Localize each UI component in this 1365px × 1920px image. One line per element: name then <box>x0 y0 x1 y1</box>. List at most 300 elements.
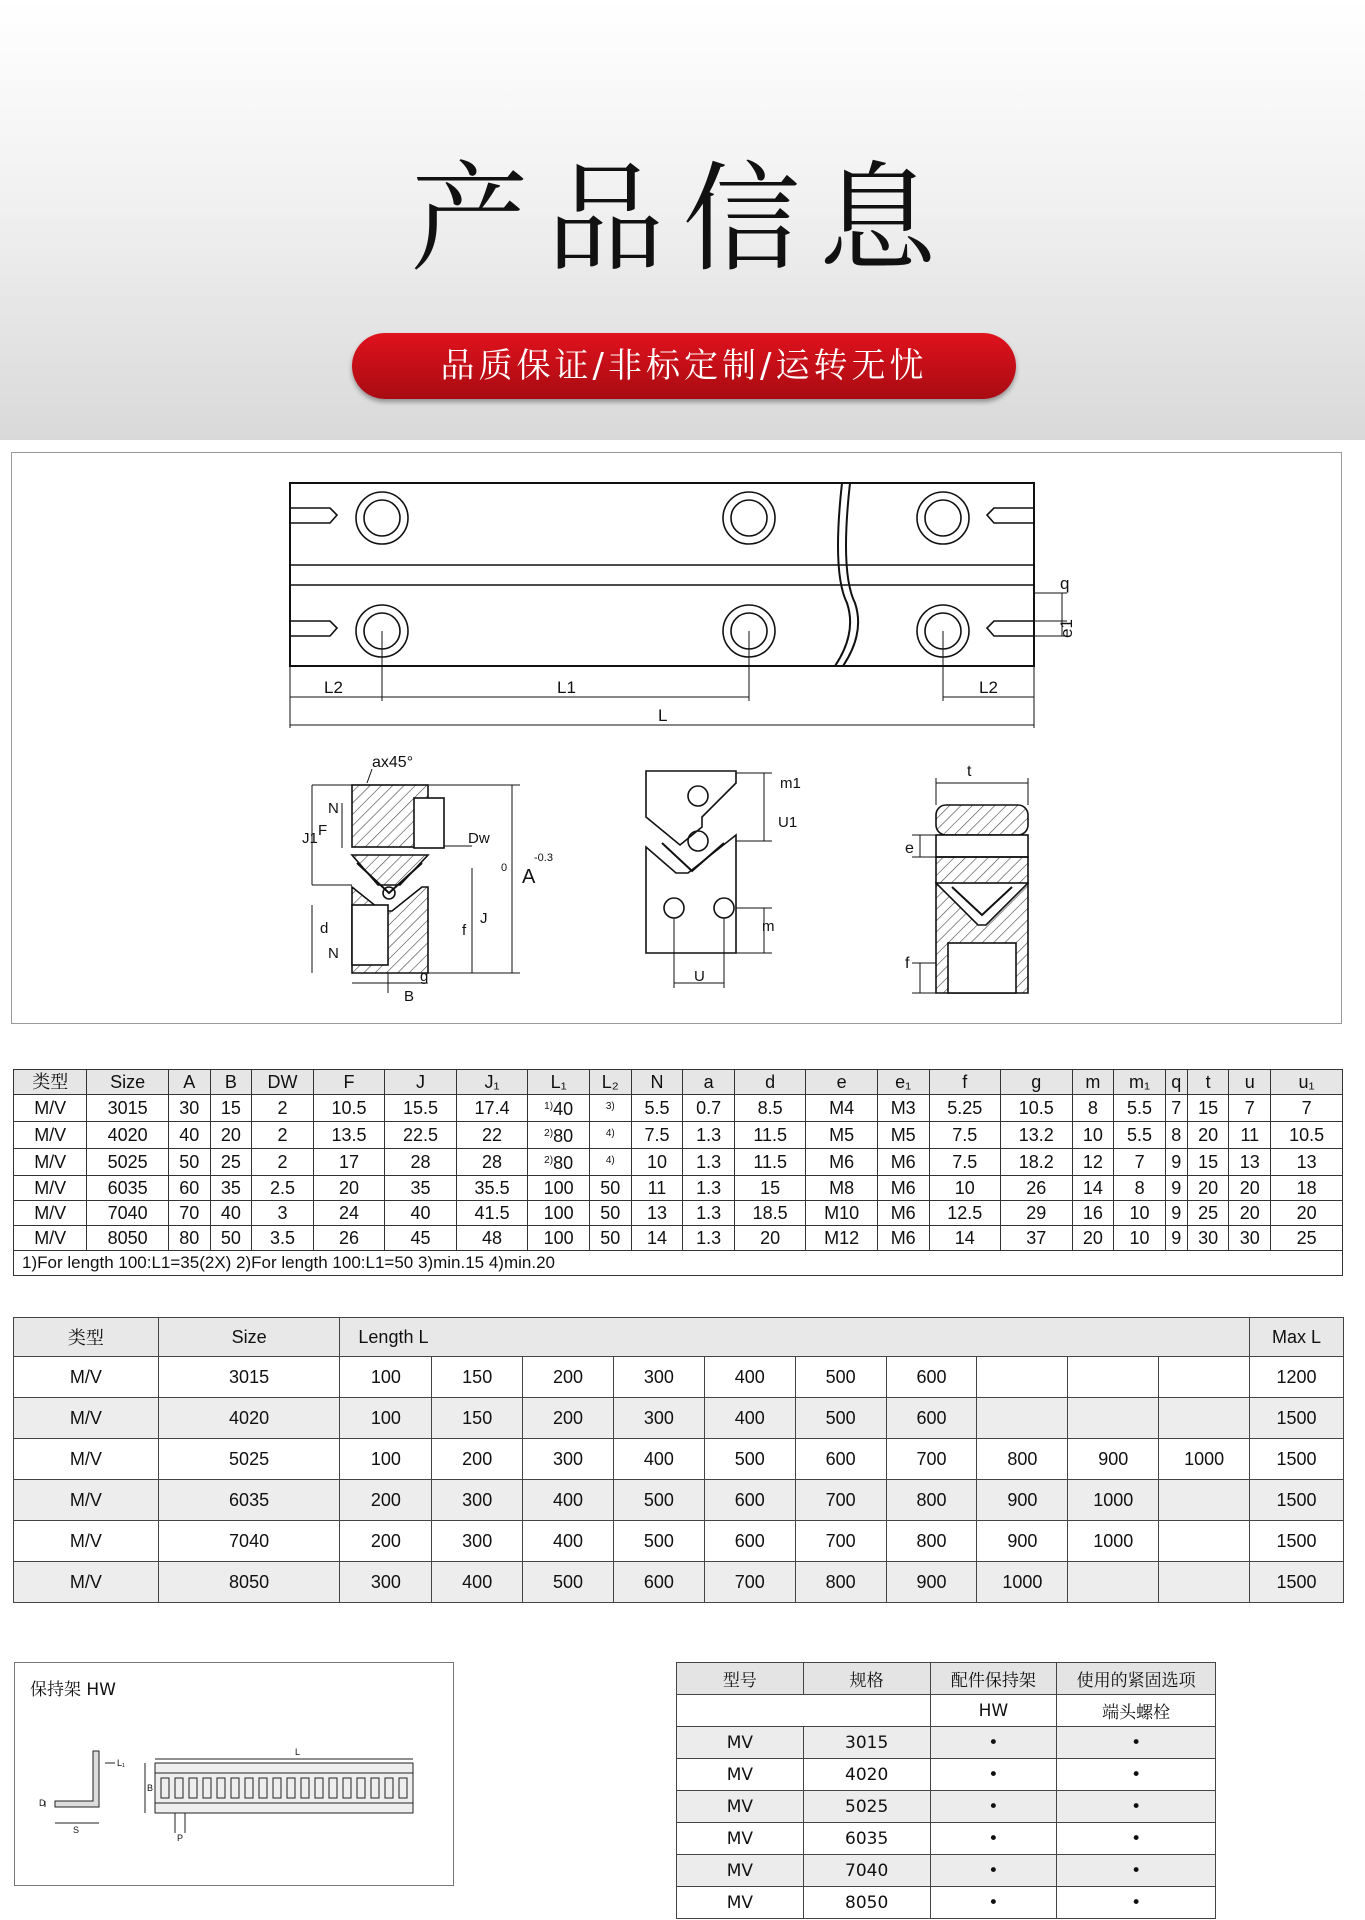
cell-value: 50 <box>600 1228 621 1248</box>
table-cell-f: 5.25 <box>929 1095 1001 1122</box>
table-cell-l1 <box>528 1201 590 1226</box>
col-header: a <box>683 1070 735 1095</box>
table-cell-q: 9 <box>1165 1176 1187 1201</box>
col-header-retainer: 配件保持架 <box>930 1663 1057 1695</box>
label-J1: J1 <box>302 830 318 847</box>
label-e1: e1 <box>1057 619 1076 638</box>
table-row <box>677 1791 1216 1823</box>
table-cell-l2 <box>589 1226 631 1251</box>
table-cell-length: 1000 <box>1068 1521 1159 1562</box>
drawing-svg <box>12 453 1341 1023</box>
table-cell-a: 60 <box>168 1176 210 1201</box>
col-header: m₁ <box>1114 1070 1166 1095</box>
table-row <box>14 1521 1344 1562</box>
table-cell-bolt: • <box>1057 1759 1216 1791</box>
footnote-marker: 1) <box>544 1101 554 1112</box>
table-cell-q: 9 <box>1165 1226 1187 1251</box>
label-g: g <box>420 968 429 985</box>
table-cell-length: 900 <box>977 1521 1068 1562</box>
table-cell-type: M/V <box>14 1398 159 1439</box>
table-cell-l1 <box>528 1176 590 1201</box>
table-cell-l2 <box>589 1095 631 1122</box>
table-cell-length: 400 <box>704 1357 795 1398</box>
table-cell-max: 1500 <box>1250 1562 1344 1603</box>
table-cell-f: 7.5 <box>929 1122 1001 1149</box>
footnote-marker: 2) <box>544 1155 554 1166</box>
table-cell-size: 7040 <box>158 1521 340 1562</box>
table-cell-bolt: • <box>1057 1727 1216 1759</box>
col-header: J <box>385 1070 457 1095</box>
table-cell-g: 18.2 <box>1001 1149 1073 1176</box>
label-e: e <box>905 840 914 857</box>
table-cell-b: 25 <box>210 1149 252 1176</box>
end-view-middle <box>646 771 772 988</box>
dimension-table <box>13 1069 1343 1276</box>
table-cell-t: 25 <box>1187 1201 1229 1226</box>
table-row <box>14 1480 1344 1521</box>
table-cell-size: 3015 <box>803 1727 930 1759</box>
table-cell-j1: 28 <box>456 1149 528 1176</box>
table-cell-u: 20 <box>1229 1176 1271 1201</box>
table-cell-length: 400 <box>523 1480 614 1521</box>
label-Dw: Dw <box>468 830 490 847</box>
table-cell-size: 4020 <box>803 1759 930 1791</box>
table-cell-type: M/V <box>14 1439 159 1480</box>
col-header: DW <box>252 1070 314 1095</box>
header-section <box>0 0 1365 440</box>
table-cell-size: 8050 <box>158 1562 340 1603</box>
table-cell-j: 40 <box>385 1201 457 1226</box>
accessory-table-subheader <box>677 1695 1216 1727</box>
table-cell-n: 14 <box>631 1226 683 1251</box>
table-cell-t: 20 <box>1187 1122 1229 1149</box>
table-cell-m1: 10 <box>1114 1226 1166 1251</box>
col-header: g <box>1001 1070 1073 1095</box>
retainer-label-L1: L₁ <box>117 1758 126 1768</box>
label-d: d <box>320 920 329 937</box>
table-cell-length <box>1068 1357 1159 1398</box>
table-cell-m: 12 <box>1072 1149 1114 1176</box>
length-table <box>13 1317 1344 1603</box>
table-cell-type: M/V <box>14 1521 159 1562</box>
table-cell-l1 <box>528 1149 590 1176</box>
table-cell-b: 15 <box>210 1095 252 1122</box>
accessory-table-header <box>677 1663 1216 1695</box>
table-row <box>677 1727 1216 1759</box>
label-A-tol-bottom: -0.3 <box>534 852 553 864</box>
table-cell-d: 18.5 <box>734 1201 806 1226</box>
table-cell-type: M/V <box>14 1122 87 1149</box>
table-cell-l2 <box>589 1122 631 1149</box>
table-cell-e: M5 <box>806 1122 877 1149</box>
col-header: B <box>210 1070 252 1095</box>
table-cell-size: 6035 <box>87 1176 168 1201</box>
table-cell-dw: 2 <box>252 1122 314 1149</box>
table-cell-type: M/V <box>14 1226 87 1251</box>
table-row <box>14 1149 1343 1176</box>
col-header: J₁ <box>456 1070 528 1095</box>
table-cell-type: M/V <box>14 1357 159 1398</box>
table-cell-l1 <box>528 1122 590 1149</box>
table-cell-j: 35 <box>385 1176 457 1201</box>
table-cell-length: 1000 <box>977 1562 1068 1603</box>
length-table-header <box>14 1318 1344 1357</box>
table-cell-length <box>1159 1562 1250 1603</box>
table-cell-length <box>1159 1357 1250 1398</box>
table-cell-hw: • <box>930 1727 1057 1759</box>
table-cell-length: 600 <box>613 1562 704 1603</box>
footnote-marker: 2) <box>544 1128 554 1139</box>
table-cell-g: 29 <box>1001 1201 1073 1226</box>
table-cell-length: 900 <box>977 1480 1068 1521</box>
retainer-label-D: D <box>39 1798 46 1808</box>
col-header: A <box>168 1070 210 1095</box>
table-cell-length: 500 <box>795 1357 886 1398</box>
table-cell-length: 400 <box>523 1521 614 1562</box>
table-row <box>14 1226 1343 1251</box>
label-q: q <box>1060 574 1070 593</box>
end-view-right <box>912 778 1028 993</box>
col-header: t <box>1187 1070 1229 1095</box>
footnote-marker: 3) <box>605 1101 615 1112</box>
label-t: t <box>967 763 972 780</box>
table-cell-length: 500 <box>613 1480 704 1521</box>
table-cell-type: M/V <box>14 1176 87 1201</box>
table-cell-n: 13 <box>631 1201 683 1226</box>
table-row <box>14 1201 1343 1226</box>
table-cell-dw: 3 <box>252 1201 314 1226</box>
table-cell-a: 1.3 <box>683 1149 735 1176</box>
table-cell-length: 800 <box>977 1439 1068 1480</box>
table-cell-length <box>1068 1398 1159 1439</box>
table-cell-m: 10 <box>1072 1122 1114 1149</box>
table-cell-u: 7 <box>1229 1095 1271 1122</box>
label-m1: m1 <box>780 775 801 792</box>
table-cell-length: 700 <box>886 1439 977 1480</box>
table-cell-a: 1.3 <box>683 1122 735 1149</box>
table-cell-e: M10 <box>806 1201 877 1226</box>
table-cell-model: MV <box>677 1727 804 1759</box>
table-cell-length: 300 <box>613 1357 704 1398</box>
table-cell-length <box>1159 1398 1250 1439</box>
retainer-label-P: P <box>177 1833 184 1843</box>
table-cell-model: MV <box>677 1791 804 1823</box>
table-cell-length: 600 <box>704 1480 795 1521</box>
table-cell-length: 150 <box>432 1398 523 1439</box>
table-cell-f: 12.5 <box>929 1201 1001 1226</box>
table-cell-size: 6035 <box>803 1823 930 1855</box>
col-header-spec: 规格 <box>803 1663 930 1695</box>
label-f-section: f <box>462 922 467 939</box>
col-header: u <box>1229 1070 1271 1095</box>
table-cell-length: 200 <box>523 1357 614 1398</box>
table-cell-f: 17 <box>313 1149 385 1176</box>
table-cell-a: 1.3 <box>683 1226 735 1251</box>
table-row <box>14 1398 1344 1439</box>
table-cell-u1: 25 <box>1271 1226 1343 1251</box>
table-cell-e1: M3 <box>877 1095 929 1122</box>
table-cell-hw: • <box>930 1887 1057 1919</box>
table-cell-m: 14 <box>1072 1176 1114 1201</box>
table-cell-length <box>977 1357 1068 1398</box>
table-cell-dw: 2.5 <box>252 1176 314 1201</box>
table-row <box>677 1887 1216 1919</box>
table-cell-d: 8.5 <box>734 1095 806 1122</box>
table-cell-j1: 17.4 <box>456 1095 528 1122</box>
col-header: N <box>631 1070 683 1095</box>
table-cell-model: MV <box>677 1823 804 1855</box>
table-cell-type: M/V <box>14 1201 87 1226</box>
table-cell-e: M12 <box>806 1226 877 1251</box>
table-cell-e1: M6 <box>877 1176 929 1201</box>
retainer-label-L: L <box>295 1747 301 1757</box>
col-header: u₁ <box>1271 1070 1343 1095</box>
table-cell-f: 26 <box>313 1226 385 1251</box>
table-cell-bolt: • <box>1057 1887 1216 1919</box>
table-cell-length: 150 <box>432 1357 523 1398</box>
table-cell-hw: • <box>930 1855 1057 1887</box>
table-cell-hw: • <box>930 1823 1057 1855</box>
table-cell-length <box>1068 1562 1159 1603</box>
table-cell-u: 11 <box>1229 1122 1271 1149</box>
table-cell-f: 20 <box>313 1176 385 1201</box>
label-m: m <box>762 918 775 935</box>
col-header: L₂ <box>589 1070 631 1095</box>
table-cell-length: 300 <box>340 1562 432 1603</box>
table-cell-j: 15.5 <box>385 1095 457 1122</box>
table-cell-length: 800 <box>886 1480 977 1521</box>
page-title: 产品信息 <box>410 150 955 288</box>
subheader-blank <box>677 1695 931 1727</box>
col-header: q <box>1165 1070 1187 1095</box>
table-cell-model: MV <box>677 1759 804 1791</box>
table-cell-n: 10 <box>631 1149 683 1176</box>
table-cell-l1 <box>528 1095 590 1122</box>
table-cell-length: 700 <box>704 1562 795 1603</box>
table-cell-j1: 22 <box>456 1122 528 1149</box>
table-cell-max: 1200 <box>1250 1357 1344 1398</box>
table-cell-t: 15 <box>1187 1149 1229 1176</box>
col-header-size: Size <box>158 1318 340 1357</box>
table-cell-length: 600 <box>704 1521 795 1562</box>
table-cell-a: 0.7 <box>683 1095 735 1122</box>
rail-top-labels <box>324 574 1076 725</box>
table-cell-length: 700 <box>795 1480 886 1521</box>
label-U1: U1 <box>778 814 798 831</box>
table-cell-l2 <box>589 1176 631 1201</box>
table-cell-l1 <box>528 1226 590 1251</box>
label-f-right: f <box>905 955 910 972</box>
table-row <box>677 1759 1216 1791</box>
table-cell-type: M/V <box>14 1480 159 1521</box>
col-header: Size <box>87 1070 168 1095</box>
table-cell-length: 100 <box>340 1398 432 1439</box>
table-cell-j1: 48 <box>456 1226 528 1251</box>
table-cell-length: 700 <box>795 1521 886 1562</box>
slogan-banner: 品质保证/非标定制/运转无忧 <box>352 333 1016 399</box>
length-table-body <box>14 1357 1344 1603</box>
subheader-end-bolt: 端头螺栓 <box>1057 1695 1216 1727</box>
table-cell-q: 9 <box>1165 1201 1187 1226</box>
retainer-label-B: B <box>147 1783 154 1793</box>
table-cell-size: 5025 <box>803 1791 930 1823</box>
accessory-table <box>676 1662 1216 1919</box>
table-cell-t: 30 <box>1187 1226 1229 1251</box>
table-cell-m1: 5.5 <box>1114 1095 1166 1122</box>
table-cell-g: 10.5 <box>1001 1095 1073 1122</box>
table-cell-size: 5025 <box>87 1149 168 1176</box>
table-cell-j1: 35.5 <box>456 1176 528 1201</box>
table-cell-u1: 13 <box>1271 1149 1343 1176</box>
table-cell-d: 11.5 <box>734 1122 806 1149</box>
label-L: L <box>658 706 668 725</box>
table-cell-hw: • <box>930 1791 1057 1823</box>
table-cell-length: 300 <box>523 1439 614 1480</box>
table-cell-j: 28 <box>385 1149 457 1176</box>
table-cell-f: 10 <box>929 1176 1001 1201</box>
dimension-table-note-row <box>14 1251 1343 1276</box>
table-cell-u: 13 <box>1229 1149 1271 1176</box>
table-cell-a: 1.3 <box>683 1176 735 1201</box>
table-cell-q: 8 <box>1165 1122 1187 1149</box>
table-cell-a: 1.3 <box>683 1201 735 1226</box>
table-cell-a: 80 <box>168 1226 210 1251</box>
cell-value: 100 <box>543 1228 574 1248</box>
table-cell-g: 13.2 <box>1001 1122 1073 1149</box>
cell-value: 100 <box>543 1178 574 1198</box>
subheader-hw: HW <box>930 1695 1057 1727</box>
cell-value: 50 <box>600 1203 621 1223</box>
table-cell-length: 300 <box>613 1398 704 1439</box>
table-cell-length: 200 <box>523 1398 614 1439</box>
table-cell-length: 600 <box>886 1357 977 1398</box>
table-cell-e: M6 <box>806 1149 877 1176</box>
table-cell-length: 200 <box>340 1480 432 1521</box>
table-cell-f: 7.5 <box>929 1149 1001 1176</box>
table-cell-a: 40 <box>168 1122 210 1149</box>
table-row <box>14 1439 1344 1480</box>
table-row <box>677 1855 1216 1887</box>
table-cell-f: 24 <box>313 1201 385 1226</box>
table-cell-hw: • <box>930 1759 1057 1791</box>
col-header: m <box>1072 1070 1114 1095</box>
col-header: F <box>313 1070 385 1095</box>
dimension-table-header <box>14 1070 1343 1095</box>
table-cell-size: 5025 <box>158 1439 340 1480</box>
table-cell-type: M/V <box>14 1149 87 1176</box>
table-cell-j1: 41.5 <box>456 1201 528 1226</box>
table-cell-u1: 18 <box>1271 1176 1343 1201</box>
table-cell-max: 1500 <box>1250 1521 1344 1562</box>
table-cell-u1: 20 <box>1271 1201 1343 1226</box>
table-cell-size: 4020 <box>87 1122 168 1149</box>
dimension-table-body <box>14 1095 1343 1251</box>
table-cell-length <box>1159 1521 1250 1562</box>
table-cell-size: 7040 <box>87 1201 168 1226</box>
rail-top-view <box>290 483 1070 728</box>
dimension-table-note: 1)For length 100:L1=35(2X) 2)For length 100:L1=50 3)min.15 4)min.20 <box>14 1251 1343 1276</box>
accessory-table-body <box>677 1727 1216 1919</box>
table-cell-length: 200 <box>340 1521 432 1562</box>
table-cell-b: 20 <box>210 1122 252 1149</box>
table-cell-j: 22.5 <box>385 1122 457 1149</box>
table-cell-length: 900 <box>886 1562 977 1603</box>
table-cell-q: 7 <box>1165 1095 1187 1122</box>
col-header-fastener: 使用的紧固选项 <box>1057 1663 1216 1695</box>
table-cell-max: 1500 <box>1250 1398 1344 1439</box>
table-cell-dw: 3.5 <box>252 1226 314 1251</box>
col-header: d <box>734 1070 806 1095</box>
table-cell-a: 30 <box>168 1095 210 1122</box>
table-cell-m1: 7 <box>1114 1149 1166 1176</box>
table-cell-f: 10.5 <box>313 1095 385 1122</box>
table-cell-u1: 7 <box>1271 1095 1343 1122</box>
label-B: B <box>404 988 415 1005</box>
table-cell-length: 400 <box>432 1562 523 1603</box>
table-cell-m: 20 <box>1072 1226 1114 1251</box>
col-header: L₁ <box>528 1070 590 1095</box>
table-cell-u: 30 <box>1229 1226 1271 1251</box>
table-cell-length <box>977 1398 1068 1439</box>
footnote-marker: 4) <box>605 1155 615 1166</box>
table-cell-size: 6035 <box>158 1480 340 1521</box>
table-cell-length: 800 <box>886 1521 977 1562</box>
table-cell-type: M/V <box>14 1095 87 1122</box>
cross-section-view <box>312 769 520 993</box>
table-cell-f: 13.5 <box>313 1122 385 1149</box>
table-cell-a: 70 <box>168 1201 210 1226</box>
table-cell-size: 3015 <box>87 1095 168 1122</box>
table-row <box>14 1176 1343 1201</box>
table-cell-size: 7040 <box>803 1855 930 1887</box>
cell-value: 80 <box>553 1126 574 1146</box>
table-cell-model: MV <box>677 1887 804 1919</box>
table-cell-size: 4020 <box>158 1398 340 1439</box>
table-cell-length: 200 <box>432 1439 523 1480</box>
col-header-max: Max L <box>1250 1318 1344 1357</box>
table-cell-m1: 5.5 <box>1114 1122 1166 1149</box>
col-header: 类型 <box>14 1070 87 1095</box>
label-L2-right: L2 <box>979 678 998 697</box>
table-cell-g: 37 <box>1001 1226 1073 1251</box>
table-cell-j: 45 <box>385 1226 457 1251</box>
cell-value: 40 <box>553 1099 574 1119</box>
label-N-bottom: N <box>328 945 339 962</box>
col-header: f <box>929 1070 1001 1095</box>
label-A: A <box>522 866 536 888</box>
table-cell-d: 11.5 <box>734 1149 806 1176</box>
table-cell-length: 400 <box>613 1439 704 1480</box>
col-header: e <box>806 1070 877 1095</box>
col-header-length: Length L <box>340 1318 1250 1357</box>
cell-value: 100 <box>543 1203 574 1223</box>
table-cell-dw: 2 <box>252 1149 314 1176</box>
table-cell-max: 1500 <box>1250 1480 1344 1521</box>
table-cell-q: 9 <box>1165 1149 1187 1176</box>
table-row <box>14 1562 1344 1603</box>
table-cell-d: 15 <box>734 1176 806 1201</box>
label-ax45: ax45° <box>372 754 414 771</box>
table-cell-l2 <box>589 1201 631 1226</box>
col-header-type: 类型 <box>14 1318 159 1357</box>
table-cell-length: 900 <box>1068 1439 1159 1480</box>
table-cell-m1: 8 <box>1114 1176 1166 1201</box>
table-cell-length: 500 <box>704 1439 795 1480</box>
table-cell-e: M8 <box>806 1176 877 1201</box>
table-cell-e1: M6 <box>877 1201 929 1226</box>
table-cell-length: 100 <box>340 1357 432 1398</box>
table-cell-bolt: • <box>1057 1791 1216 1823</box>
